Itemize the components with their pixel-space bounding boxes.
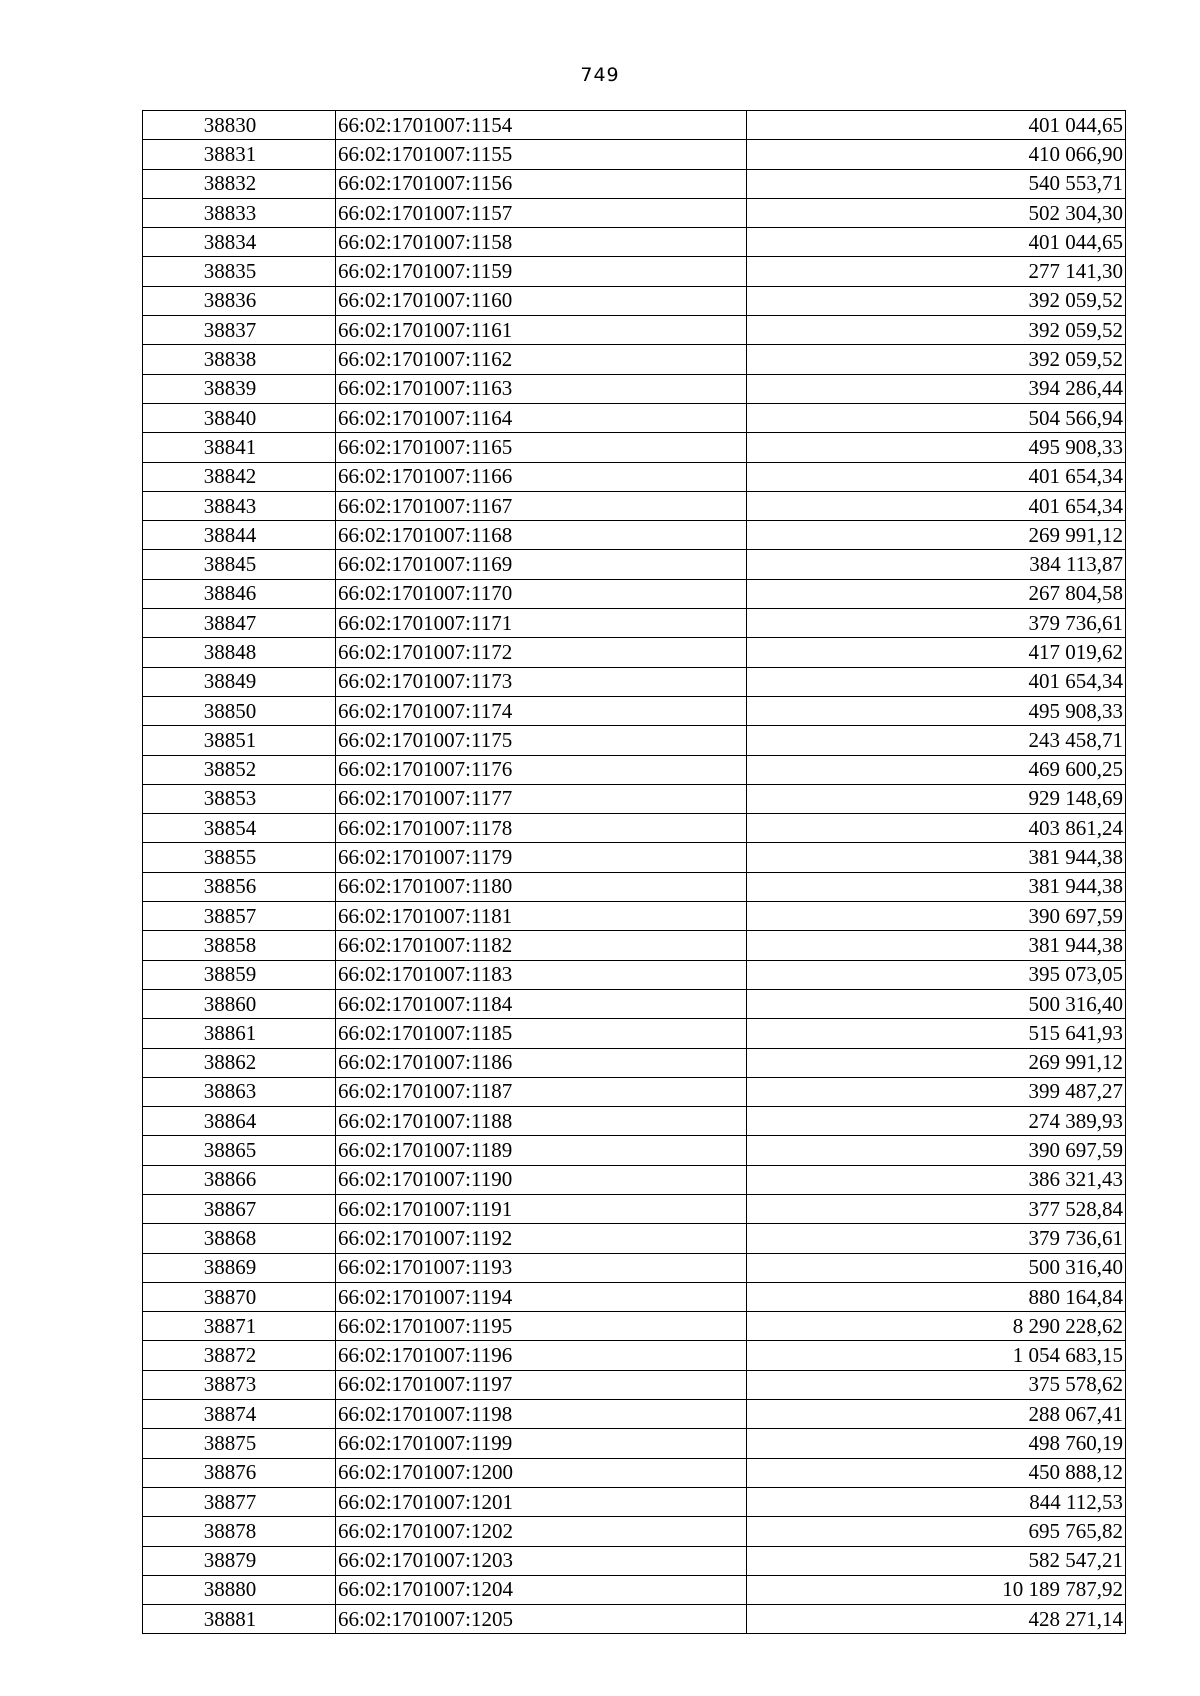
cadastral-number-cell: 66:02:1701007:1171 — [336, 609, 747, 638]
cadastral-number-cell: 66:02:1701007:1160 — [336, 286, 747, 315]
table-row — [143, 1048, 1126, 1077]
table-row — [143, 403, 1126, 432]
cadastral-value-cell: 582 547,21 — [747, 1546, 1126, 1575]
cadastral-value-cell: 401 044,65 — [747, 111, 1126, 140]
cadastral-value-cell: 390 697,59 — [747, 902, 1126, 931]
table-row — [143, 1282, 1126, 1311]
cadastral-number-cell: 66:02:1701007:1184 — [336, 989, 747, 1018]
row-number-cell: 38880 — [143, 1575, 336, 1604]
cadastral-value-cell: 381 944,38 — [747, 843, 1126, 872]
cadastral-number-cell: 66:02:1701007:1202 — [336, 1517, 747, 1546]
table-row — [143, 257, 1126, 286]
table-row — [143, 1019, 1126, 1048]
cadastral-value-cell: 379 736,61 — [747, 609, 1126, 638]
table-row — [143, 316, 1126, 345]
registry-table — [142, 110, 1126, 1634]
row-number-cell: 38877 — [143, 1487, 336, 1516]
table-row — [143, 638, 1126, 667]
row-number-cell: 38855 — [143, 843, 336, 872]
row-number-cell: 38873 — [143, 1370, 336, 1399]
cadastral-value-cell: 8 290 228,62 — [747, 1312, 1126, 1341]
cadastral-value-cell: 399 487,27 — [747, 1077, 1126, 1106]
table-row — [143, 1194, 1126, 1223]
table-row — [143, 1224, 1126, 1253]
cadastral-value-cell: 540 553,71 — [747, 169, 1126, 198]
row-number-cell: 38875 — [143, 1429, 336, 1458]
cadastral-number-cell: 66:02:1701007:1176 — [336, 755, 747, 784]
cadastral-number-cell: 66:02:1701007:1178 — [336, 814, 747, 843]
table-row — [143, 345, 1126, 374]
cadastral-number-cell: 66:02:1701007:1185 — [336, 1019, 747, 1048]
row-number-cell: 38838 — [143, 345, 336, 374]
table-row — [143, 1107, 1126, 1136]
cadastral-number-cell: 66:02:1701007:1201 — [336, 1487, 747, 1516]
table-row — [143, 755, 1126, 784]
table-row — [143, 111, 1126, 140]
cadastral-number-cell: 66:02:1701007:1162 — [336, 345, 747, 374]
row-number-cell: 38832 — [143, 169, 336, 198]
cadastral-value-cell: 384 113,87 — [747, 550, 1126, 579]
cadastral-value-cell: 375 578,62 — [747, 1370, 1126, 1399]
cadastral-number-cell: 66:02:1701007:1192 — [336, 1224, 747, 1253]
row-number-cell: 38867 — [143, 1194, 336, 1223]
cadastral-value-cell: 929 148,69 — [747, 784, 1126, 813]
cadastral-number-cell: 66:02:1701007:1173 — [336, 667, 747, 696]
table-row — [143, 1400, 1126, 1429]
cadastral-value-cell: 394 286,44 — [747, 374, 1126, 403]
table-row — [143, 989, 1126, 1018]
table-row — [143, 1429, 1126, 1458]
cadastral-number-cell: 66:02:1701007:1203 — [336, 1546, 747, 1575]
row-number-cell: 38866 — [143, 1165, 336, 1194]
cadastral-value-cell: 10 189 787,92 — [747, 1575, 1126, 1604]
table-row — [143, 521, 1126, 550]
cadastral-value-cell: 695 765,82 — [747, 1517, 1126, 1546]
table-row — [143, 784, 1126, 813]
cadastral-number-cell: 66:02:1701007:1157 — [336, 198, 747, 227]
row-number-cell: 38853 — [143, 784, 336, 813]
cadastral-value-cell: 288 067,41 — [747, 1400, 1126, 1429]
cadastral-value-cell: 274 389,93 — [747, 1107, 1126, 1136]
row-number-cell: 38837 — [143, 316, 336, 345]
cadastral-number-cell: 66:02:1701007:1180 — [336, 872, 747, 901]
table-row — [143, 228, 1126, 257]
row-number-cell: 38879 — [143, 1546, 336, 1575]
row-number-cell: 38872 — [143, 1341, 336, 1370]
row-number-cell: 38835 — [143, 257, 336, 286]
row-number-cell: 38839 — [143, 374, 336, 403]
cadastral-value-cell: 269 991,12 — [747, 521, 1126, 550]
cadastral-value-cell: 1 054 683,15 — [747, 1341, 1126, 1370]
cadastral-value-cell: 495 908,33 — [747, 433, 1126, 462]
cadastral-number-cell: 66:02:1701007:1169 — [336, 550, 747, 579]
cadastral-value-cell: 880 164,84 — [747, 1282, 1126, 1311]
row-number-cell: 38863 — [143, 1077, 336, 1106]
cadastral-number-cell: 66:02:1701007:1187 — [336, 1077, 747, 1106]
cadastral-value-cell: 401 044,65 — [747, 228, 1126, 257]
row-number-cell: 38841 — [143, 433, 336, 462]
table-row — [143, 579, 1126, 608]
cadastral-number-cell: 66:02:1701007:1159 — [336, 257, 747, 286]
cadastral-value-cell: 392 059,52 — [747, 286, 1126, 315]
row-number-cell: 38870 — [143, 1282, 336, 1311]
table-row — [143, 1165, 1126, 1194]
row-number-cell: 38845 — [143, 550, 336, 579]
cadastral-value-cell: 277 141,30 — [747, 257, 1126, 286]
row-number-cell: 38831 — [143, 140, 336, 169]
cadastral-number-cell: 66:02:1701007:1154 — [336, 111, 747, 140]
cadastral-number-cell: 66:02:1701007:1168 — [336, 521, 747, 550]
row-number-cell: 38861 — [143, 1019, 336, 1048]
cadastral-value-cell: 390 697,59 — [747, 1136, 1126, 1165]
cadastral-value-cell: 269 991,12 — [747, 1048, 1126, 1077]
cadastral-value-cell: 401 654,34 — [747, 491, 1126, 520]
row-number-cell: 38849 — [143, 667, 336, 696]
row-number-cell: 38836 — [143, 286, 336, 315]
cadastral-number-cell: 66:02:1701007:1186 — [336, 1048, 747, 1077]
cadastral-number-cell: 66:02:1701007:1175 — [336, 726, 747, 755]
cadastral-number-cell: 66:02:1701007:1195 — [336, 1312, 747, 1341]
table-row — [143, 374, 1126, 403]
table-row — [143, 931, 1126, 960]
row-number-cell: 38840 — [143, 403, 336, 432]
cadastral-value-cell: 386 321,43 — [747, 1165, 1126, 1194]
table-row — [143, 872, 1126, 901]
table-row — [143, 1312, 1126, 1341]
cadastral-number-cell: 66:02:1701007:1158 — [336, 228, 747, 257]
page-number: 749 — [580, 64, 620, 86]
cadastral-value-cell: 500 316,40 — [747, 989, 1126, 1018]
cadastral-value-cell: 502 304,30 — [747, 198, 1126, 227]
row-number-cell: 38844 — [143, 521, 336, 550]
table-row — [143, 1253, 1126, 1282]
cadastral-number-cell: 66:02:1701007:1170 — [336, 579, 747, 608]
cadastral-number-cell: 66:02:1701007:1172 — [336, 638, 747, 667]
row-number-cell: 38848 — [143, 638, 336, 667]
table-row — [143, 198, 1126, 227]
table-row — [143, 902, 1126, 931]
row-number-cell: 38858 — [143, 931, 336, 960]
row-number-cell: 38856 — [143, 872, 336, 901]
table-row — [143, 550, 1126, 579]
cadastral-value-cell: 515 641,93 — [747, 1019, 1126, 1048]
table-row — [143, 843, 1126, 872]
cadastral-number-cell: 66:02:1701007:1167 — [336, 491, 747, 520]
table-row — [143, 609, 1126, 638]
cadastral-number-cell: 66:02:1701007:1182 — [336, 931, 747, 960]
cadastral-value-cell: 395 073,05 — [747, 960, 1126, 989]
row-number-cell: 38868 — [143, 1224, 336, 1253]
cadastral-value-cell: 379 736,61 — [747, 1224, 1126, 1253]
table-row — [143, 433, 1126, 462]
cadastral-number-cell: 66:02:1701007:1179 — [336, 843, 747, 872]
cadastral-number-cell: 66:02:1701007:1165 — [336, 433, 747, 462]
cadastral-value-cell: 844 112,53 — [747, 1487, 1126, 1516]
cadastral-number-cell: 66:02:1701007:1197 — [336, 1370, 747, 1399]
cadastral-value-cell: 381 944,38 — [747, 931, 1126, 960]
table-row — [143, 1546, 1126, 1575]
table-row — [143, 462, 1126, 491]
row-number-cell: 38850 — [143, 696, 336, 725]
cadastral-number-cell: 66:02:1701007:1177 — [336, 784, 747, 813]
cadastral-value-cell: 417 019,62 — [747, 638, 1126, 667]
cadastral-value-cell: 377 528,84 — [747, 1194, 1126, 1223]
table-row — [143, 1136, 1126, 1165]
row-number-cell: 38874 — [143, 1400, 336, 1429]
cadastral-value-cell: 381 944,38 — [747, 872, 1126, 901]
row-number-cell: 38851 — [143, 726, 336, 755]
row-number-cell: 38842 — [143, 462, 336, 491]
cadastral-value-cell: 498 760,19 — [747, 1429, 1126, 1458]
row-number-cell: 38876 — [143, 1458, 336, 1487]
cadastral-number-cell: 66:02:1701007:1161 — [336, 316, 747, 345]
row-number-cell: 38859 — [143, 960, 336, 989]
table-row — [143, 1575, 1126, 1604]
cadastral-number-cell: 66:02:1701007:1196 — [336, 1341, 747, 1370]
cadastral-number-cell: 66:02:1701007:1189 — [336, 1136, 747, 1165]
cadastral-number-cell: 66:02:1701007:1183 — [336, 960, 747, 989]
cadastral-number-cell: 66:02:1701007:1163 — [336, 374, 747, 403]
cadastral-number-cell: 66:02:1701007:1194 — [336, 1282, 747, 1311]
row-number-cell: 38869 — [143, 1253, 336, 1282]
row-number-cell: 38878 — [143, 1517, 336, 1546]
table-row — [143, 1077, 1126, 1106]
cadastral-number-cell: 66:02:1701007:1181 — [336, 902, 747, 931]
row-number-cell: 38864 — [143, 1107, 336, 1136]
row-number-cell: 38833 — [143, 198, 336, 227]
cadastral-value-cell: 392 059,52 — [747, 316, 1126, 345]
table-row — [143, 814, 1126, 843]
table-row — [143, 667, 1126, 696]
cadastral-number-cell: 66:02:1701007:1156 — [336, 169, 747, 198]
table-row — [143, 140, 1126, 169]
row-number-cell: 38852 — [143, 755, 336, 784]
cadastral-value-cell: 267 804,58 — [747, 579, 1126, 608]
cadastral-value-cell: 428 271,14 — [747, 1605, 1126, 1634]
cadastral-value-cell: 403 861,24 — [747, 814, 1126, 843]
cadastral-value-cell: 401 654,34 — [747, 462, 1126, 491]
row-number-cell: 38871 — [143, 1312, 336, 1341]
cadastral-value-cell: 243 458,71 — [747, 726, 1126, 755]
cadastral-number-cell: 66:02:1701007:1191 — [336, 1194, 747, 1223]
registry-table-body — [143, 111, 1126, 1634]
cadastral-number-cell: 66:02:1701007:1204 — [336, 1575, 747, 1604]
table-row — [143, 1370, 1126, 1399]
cadastral-number-cell: 66:02:1701007:1198 — [336, 1400, 747, 1429]
row-number-cell: 38847 — [143, 609, 336, 638]
row-number-cell: 38834 — [143, 228, 336, 257]
cadastral-number-cell: 66:02:1701007:1190 — [336, 1165, 747, 1194]
table-row — [143, 1605, 1126, 1634]
cadastral-number-cell: 66:02:1701007:1205 — [336, 1605, 747, 1634]
cadastral-number-cell: 66:02:1701007:1200 — [336, 1458, 747, 1487]
row-number-cell: 38843 — [143, 491, 336, 520]
cadastral-value-cell: 495 908,33 — [747, 696, 1126, 725]
table-row — [143, 726, 1126, 755]
cadastral-value-cell: 392 059,52 — [747, 345, 1126, 374]
cadastral-value-cell: 450 888,12 — [747, 1458, 1126, 1487]
cadastral-value-cell: 410 066,90 — [747, 140, 1126, 169]
table-row — [143, 696, 1126, 725]
cadastral-value-cell: 469 600,25 — [747, 755, 1126, 784]
cadastral-value-cell: 401 654,34 — [747, 667, 1126, 696]
row-number-cell: 38860 — [143, 989, 336, 1018]
table-row — [143, 286, 1126, 315]
cadastral-number-cell: 66:02:1701007:1193 — [336, 1253, 747, 1282]
row-number-cell: 38854 — [143, 814, 336, 843]
table-row — [143, 1487, 1126, 1516]
table-row — [143, 960, 1126, 989]
table-row — [143, 491, 1126, 520]
cadastral-number-cell: 66:02:1701007:1199 — [336, 1429, 747, 1458]
row-number-cell: 38857 — [143, 902, 336, 931]
cadastral-number-cell: 66:02:1701007:1164 — [336, 403, 747, 432]
cadastral-number-cell: 66:02:1701007:1174 — [336, 696, 747, 725]
row-number-cell: 38865 — [143, 1136, 336, 1165]
cadastral-number-cell: 66:02:1701007:1188 — [336, 1107, 747, 1136]
row-number-cell: 38846 — [143, 579, 336, 608]
table-row — [143, 1458, 1126, 1487]
cadastral-number-cell: 66:02:1701007:1155 — [336, 140, 747, 169]
cadastral-value-cell: 500 316,40 — [747, 1253, 1126, 1282]
table-row — [143, 1341, 1126, 1370]
row-number-cell: 38830 — [143, 111, 336, 140]
table-row — [143, 1517, 1126, 1546]
cadastral-number-cell: 66:02:1701007:1166 — [336, 462, 747, 491]
table-row — [143, 169, 1126, 198]
row-number-cell: 38881 — [143, 1605, 336, 1634]
row-number-cell: 38862 — [143, 1048, 336, 1077]
cadastral-value-cell: 504 566,94 — [747, 403, 1126, 432]
